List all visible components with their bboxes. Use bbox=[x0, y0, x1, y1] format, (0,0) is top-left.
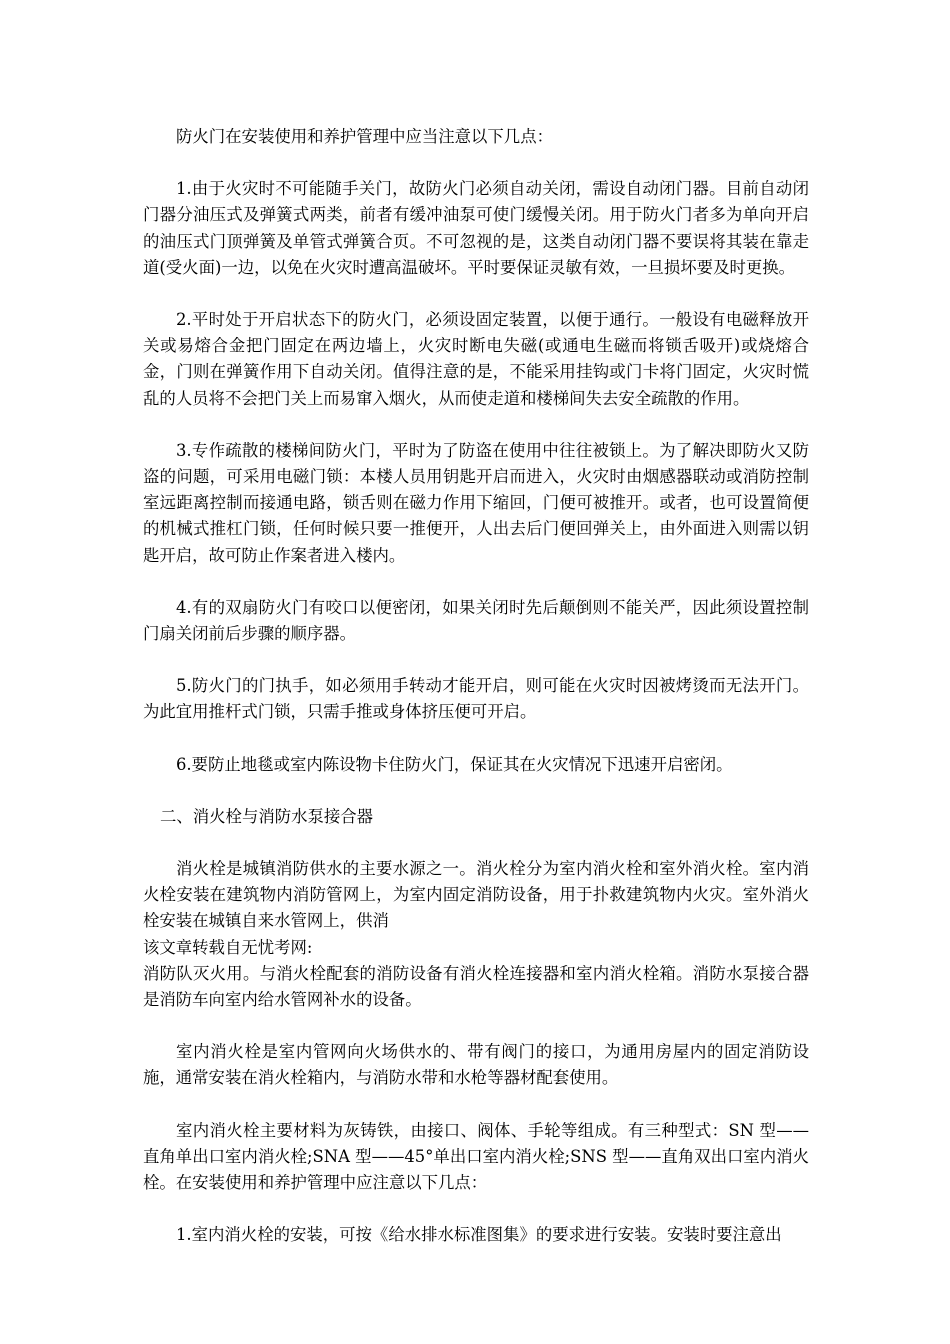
fire-door-point-2: 2.平时处于开启状态下的防火门，必须设固定装置，以便于通行。一般设有电磁释放开关或易熔合金把门固定在两边墙上，火灾时断电失磁(或通电生磁而将锁舌吸开)或烧熔合金，门则在弹簧作用下自动关闭。值得注意的是，不能采用挂钩或门卡将门固定，火灾时慌乱的人员将不会把门关上而易窜入烟火，从而使走道和楼梯间失去安全疏散的作用。 bbox=[143, 310, 809, 408]
fire-door-point-4: 4.有的双扇防火门有咬口以便密闭，如果关闭时先后颠倒则不能关严，因此须设置控制门扇关闭前后步骤的顺序器。 bbox=[143, 597, 809, 644]
document-body bbox=[143, 124, 809, 1249]
hydrant-point-1: 1.室内消火栓的安装，可按《给水排水标准图集》的要求进行安装。安装时要注意出 bbox=[176, 1225, 782, 1245]
fire-door-point-3: 3.专作疏散的楼梯间防火门，平时为了防盗在使用中往往被锁上。为了解决即防火又防盗的问题，可采用电磁门锁：本楼人员用钥匙开启而进入，火灾时由烟感器联动或消防控制室远距离控制而接通电路，锁舌则在磁力作用下缩回，门便可被推开。或者，也可设置简便的机械式推杠门锁，任何时候只要一推便开，人出去后门便回弹关上，由外面进入则需以钥匙开启，故可防止作案者进入楼内。 bbox=[143, 440, 809, 565]
fire-door-point-5: 5.防火门的门执手，如必须用手转动才能开启，则可能在火灾时因被烤烫而无法开门。为此宜用推杆式门锁，只需手推或身体挤压便可开启。 bbox=[143, 676, 809, 722]
section-heading: 二、消火栓与消防水泵接合器 bbox=[160, 806, 374, 826]
fire-door-point-1: 1.由于火灾时不可能随手关门，故防火门必须自动关闭，需设自动闭门器。目前自动闭门器分油压式及弹簧式两类，前者有缓冲油泵可使门缓慢关闭。用于防火门者多为单向开启的油压式门顶弹簧及单管式弹簧合页。不可忽视的是，这类自动闭门器不要误将其装在靠走道(受火面)一边，以免在火灾时遭高温破坏。平时要保证灵敏有效，一旦损坏要及时更换。 bbox=[143, 179, 809, 277]
source-note: 该文章转载自无忧考网: bbox=[143, 937, 313, 957]
hydrant-intro-part2: 消防队灭火用。与消火栓配套的消防设备有消火栓连接器和室内消火栓箱。消防水泵接合器是消防车向室内给水管网补水的设备。 bbox=[143, 963, 809, 1010]
intro-paragraph: 防火门在安装使用和养护管理中应当注意以下几点： bbox=[176, 127, 553, 146]
fire-door-point-6: 6.要防止地毯或室内陈设物卡住防火门，保证其在火灾情况下迅速开启密闭。 bbox=[176, 754, 733, 774]
indoor-hydrant-definition: 室内消火栓是室内管网向火场供水的、带有阀门的接口，为通用房屋内的固定消防设施，通常安装在消火栓箱内，与消防水带和水枪等器材配套使用。 bbox=[143, 1042, 809, 1088]
indoor-hydrant-types: 室内消火栓主要材料为灰铸铁，由接口、阀体、手轮等组成。有三种型式：SN 型——直角单出口室内消火栓;SNA 型——45°单出口室内消火栓;SNS 型——直角双出口室内消火栓。在安装使用和养护管理中应注意以下几点： bbox=[143, 1120, 809, 1193]
hydrant-intro-part1: 消火栓是城镇消防供水的主要水源之一。消火栓分为室内消火栓和室外消火栓。室内消火栓安装在建筑物内消防管网上，为室内固定消防设备，用于扑救建筑物内火灾。室外消火栓安装在城镇自来水管网上，供消 bbox=[143, 859, 809, 931]
